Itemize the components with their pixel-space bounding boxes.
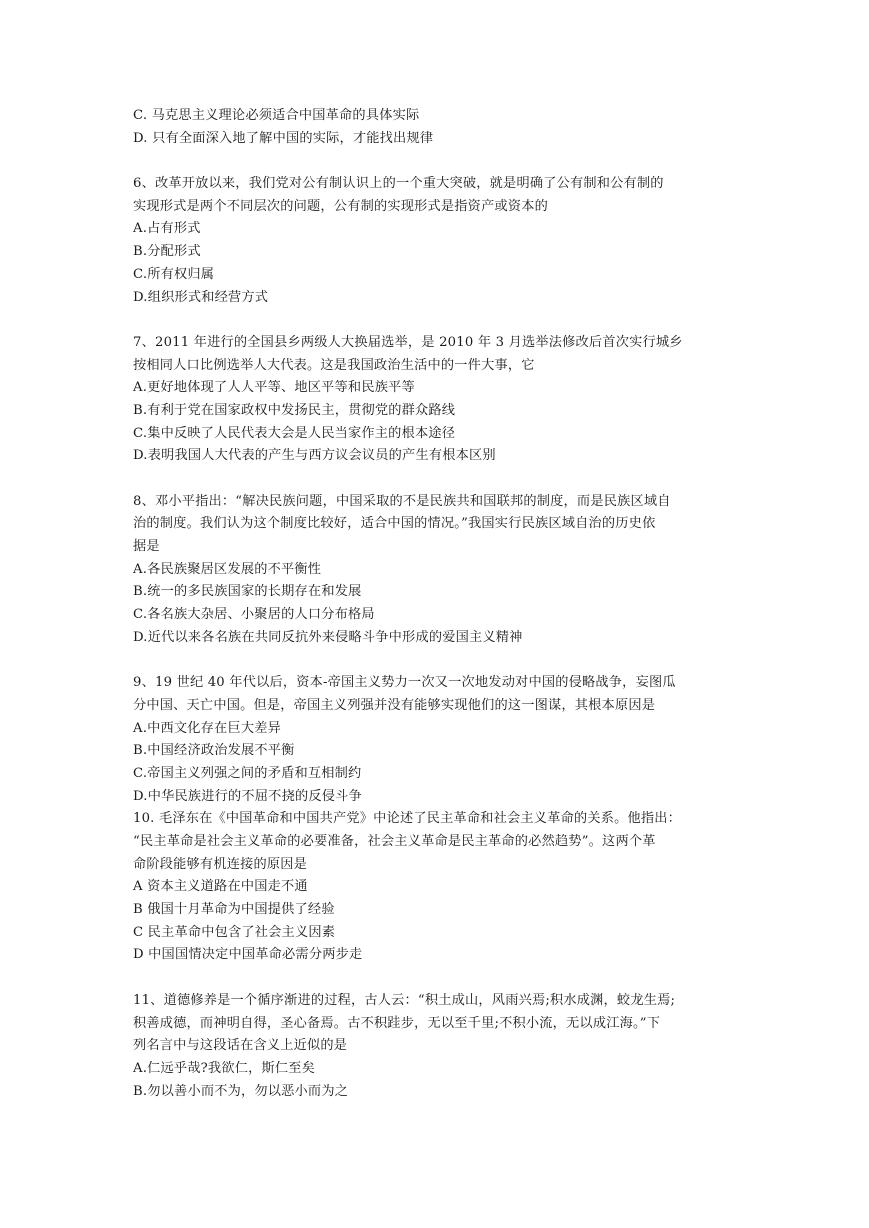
- question-stem: 命阶段能够有机连接的原因是: [133, 856, 308, 872]
- option-c: C. 马克思主义理论必须适合中国革命的具体实际: [133, 108, 420, 123]
- option-b: B.勿以善小而不为，勿以恶小而为之: [133, 1083, 349, 1099]
- question-11: [133, 990, 743, 1103]
- option-d: D 中国国情决定中国革命必需分两步走: [133, 947, 363, 963]
- option-a: A.仁远乎哉?我欲仁，斯仁至矣: [133, 1060, 316, 1076]
- question-10: [133, 808, 743, 967]
- question-7: [133, 332, 743, 468]
- blank-line: [133, 967, 743, 990]
- option-c: C.各名族大杂居、小聚居的人口分布格局: [133, 607, 375, 623]
- question-stem: 10. 毛泽东在《中国革命和中国共产党》中论述了民主革命和社会主义革命的关系。他指出：: [133, 811, 682, 827]
- question-stem: 6、改革开放以来，我们党对公有制认识上的一个重大突破，就是明确了公有制和公有制的: [133, 176, 664, 192]
- question-stem: 9、19 世纪 40 年代以后，资本-帝国主义势力一次又一次地发动对中国的侵略战争，妄图瓜: [133, 675, 676, 691]
- option-b: B.分配形式: [133, 244, 201, 260]
- option-c: C.集中反映了人民代表大会是人民当家作主的根本途径: [133, 425, 456, 441]
- question-stem: 积善成德，而神明自得，圣心备焉。古不积跬步，无以至千里;不积小流，无以成江海。”下: [133, 1015, 661, 1031]
- option-a: A.各民族聚居区发展的不平衡性: [133, 561, 322, 577]
- option-b: B.统一的多民族国家的长期存在和发展: [133, 584, 362, 600]
- option-d: D.表明我国人大代表的产生与西方议会议员的产生有根本区别: [133, 448, 496, 464]
- option-a: A.更好地体现了人人平等、地区平等和民族平等: [133, 380, 415, 396]
- option-d: D.组织形式和经营方式: [133, 289, 269, 305]
- option-c: C 民主革命中包含了社会主义因素: [133, 924, 336, 940]
- option-b: B.有利于党在国家政权中发扬民主，贯彻党的群众路线: [133, 402, 456, 418]
- option-c: C.帝国主义列强之间的矛盾和互相制约: [133, 765, 362, 781]
- option-a: A.中西文化存在巨大差异: [133, 720, 281, 736]
- question-stem: 治的制度。我们认为这个制度比较好，适合中国的情况。”我国实行民族区域自治的历史依: [133, 516, 656, 532]
- blank-line: [133, 150, 743, 173]
- question-stem: 8、邓小平指出：“解决民族问题，中国采取的不是民族共和国联邦的制度，而是民族区域自: [133, 493, 671, 509]
- question-stem: 分中国、天亡中国。但是，帝国主义列强并没有能够实现他们的这一图谋，其根本原因是: [133, 697, 656, 713]
- question-stem: 实现形式是两个不同层次的问题，公有制的实现形式是指资产或资本的: [133, 198, 549, 214]
- question-stem: 列名言中与这段话在含义上近似的是: [133, 1038, 348, 1054]
- option-b: B 俄国十月革命为中国提供了经验: [133, 902, 335, 918]
- option-a: A 资本主义道路在中国走不通: [133, 879, 308, 895]
- option-d: D.近代以来各名族在共同反抗外来侵略斗争中形成的爱国主义精神: [133, 629, 523, 645]
- blank-line: [133, 468, 743, 491]
- question-stem: “民主革命是社会主义革命的必要准备，社会主义革命是民主革命的必然趋势”。这两个革: [133, 834, 656, 849]
- question-stem: 按相同人口比例选举人大代表。这是我国政治生活中的一件大事，它: [133, 357, 535, 373]
- question-stem: 7、2011 年进行的全国县乡两级人大换届选举，是 2010 年 3 月选举法修改后首次实行城乡: [133, 334, 683, 350]
- question-8: [133, 491, 743, 650]
- option-c: C.所有权归属: [133, 266, 215, 282]
- exam-content: [133, 105, 743, 1103]
- blank-line: [133, 650, 743, 673]
- question-9: [133, 672, 743, 808]
- option-b: B.中国经济政治发展不平衡: [133, 743, 295, 759]
- option-d: D.中华民族进行的不屈不挠的反侵斗争: [133, 788, 362, 804]
- question-stem: 据是: [133, 539, 160, 555]
- question-6: [133, 173, 743, 309]
- question-5-tail: [133, 105, 743, 150]
- question-stem: 11、道德修养是一个循序渐进的过程，古人云：“积土成山，风雨兴焉;积水成渊，蛟龙生焉;: [133, 992, 676, 1008]
- option-a: A.占有形式: [133, 221, 201, 237]
- blank-line: [133, 309, 743, 332]
- option-d: D. 只有全面深入地了解中国的实际，才能找出规律: [133, 130, 434, 146]
